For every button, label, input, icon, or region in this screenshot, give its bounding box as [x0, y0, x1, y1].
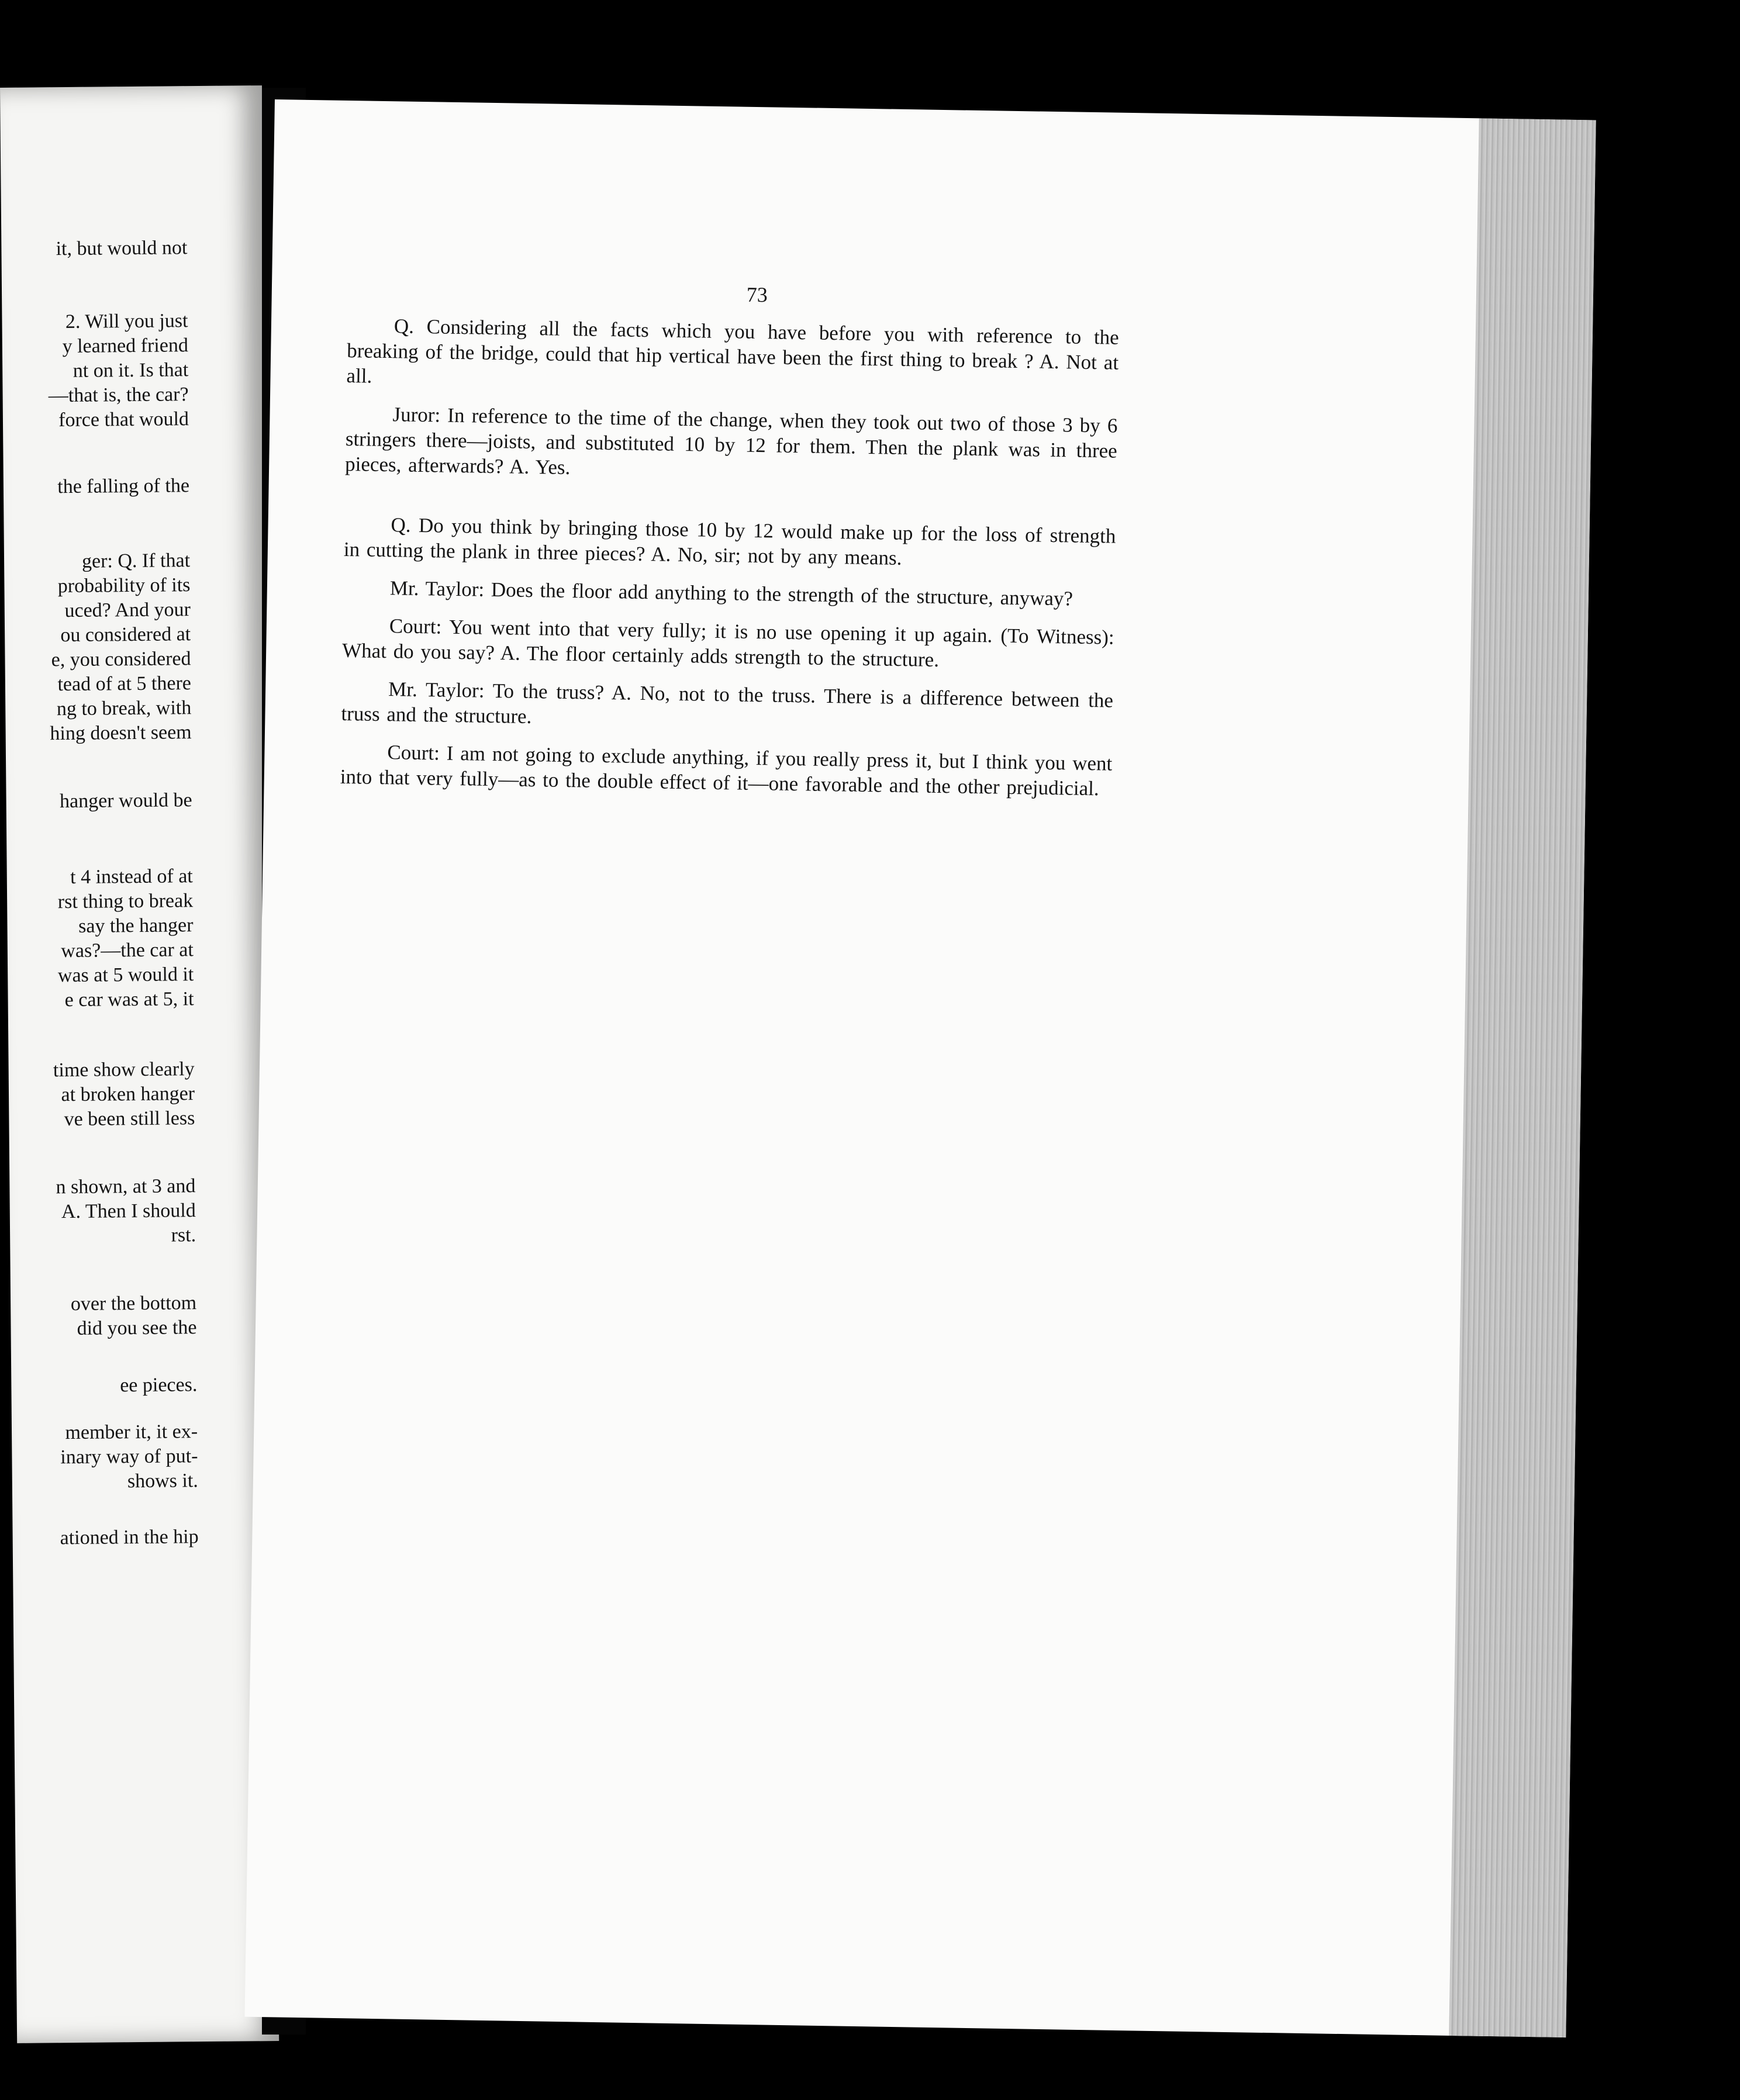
left-page-line: n shown, at 3 and [56, 1175, 196, 1198]
page-number: 73 [746, 282, 768, 307]
paragraph-juror: Juror: In reference to the time of the change, when they took out two of those 3 by 6 stringers there—joists, and substituted 10 by 12 for them. Then the plank was in three pieces, afterwards? A. Yes. [344, 403, 1118, 479]
left-page-line: inary way of put- [60, 1445, 198, 1469]
left-page-line: —that is, the car? [48, 384, 189, 407]
left-page-line: hanger would be [59, 789, 192, 813]
page-edge-stack [1449, 118, 1596, 2037]
left-page-line: rst. [171, 1224, 196, 1246]
paragraph-q-do-you-think: Q. Do you think by bringing those 10 by 12 would make up for the loss of strength in cutting the plank in three pieces? A. No, sir; not by any means. [343, 513, 1116, 569]
left-page-line: was?—the car at [61, 939, 194, 962]
left-page-line: ou considered at [60, 623, 191, 647]
left-page-line: ationed in the hip [60, 1526, 199, 1549]
left-page-line: ve been still less [64, 1107, 195, 1131]
left-page-line: ee pieces. [120, 1374, 198, 1397]
left-page-line: e, you considered [51, 648, 191, 671]
left-page-line: t 4 instead of at [70, 865, 193, 889]
left-page-text [0, 85, 262, 1549]
left-page-line: member it, it ex- [65, 1421, 198, 1444]
page-body [340, 276, 1120, 814]
left-page-line: shows it. [127, 1470, 198, 1493]
paragraph-court-exclude: Court: I am not going to exclude anything, if you really press it, but I think you went into that very fully—as to the double effect of it—one favorable and the other prejudicial. [340, 741, 1113, 800]
paragraph-mr-taylor-truss: Mr. Taylor: To the truss? A. No, not to the truss. There is a difference between the truss and the structure. [341, 678, 1114, 728]
left-page-line: at broken hanger [61, 1083, 195, 1106]
left-page-line: ger: Q. If that [81, 550, 191, 572]
left-page-line: 2. Will you just [65, 310, 188, 333]
left-page-line: hing doesn't seem [50, 721, 192, 745]
left-page-line: A. Then I should [61, 1200, 196, 1223]
left-page-line: uced? And your [64, 599, 191, 622]
left-page-line: over the bottom [70, 1292, 197, 1315]
paragraph-q-considering: Q. Considering all the facts which you have before you with reference to the breaking of the bridge, could that hip vertical have been the first thing to break ? A. Not at all. [346, 315, 1120, 388]
left-page-line: y learned friend [62, 334, 189, 358]
left-page-line: nt on it. Is that [72, 359, 189, 382]
left-page-line: rst thing to break [57, 890, 194, 913]
left-page-line: was at 5 would it [57, 963, 194, 987]
left-page-line: tead of at 5 there [57, 672, 192, 696]
left-page-line: did you see the [77, 1317, 197, 1339]
left-page-line: ng to break, with [56, 697, 192, 720]
paragraph-court-fully: Court: You went into that very fully; it is no use opening it up again. (To Witness): What do you say? A. The floor certainly adds strength to the structure. [341, 614, 1115, 671]
left-page-line: e car was at 5, it [64, 988, 194, 1011]
paragraph-mr-taylor-floor: Mr. Taylor: Does the floor add anything to the strength of the structure, anyway? [389, 576, 1073, 610]
left-page-line: force that would [58, 408, 189, 431]
left-page-line: it, but would not [56, 237, 188, 260]
left-page-line: time show clearly [53, 1058, 195, 1082]
left-facing-page [0, 85, 279, 2043]
left-page-line: say the hanger [78, 914, 194, 937]
left-page-line: the falling of the [57, 475, 190, 498]
left-page-line: probability of its [57, 574, 191, 597]
right-page [244, 99, 1596, 2037]
